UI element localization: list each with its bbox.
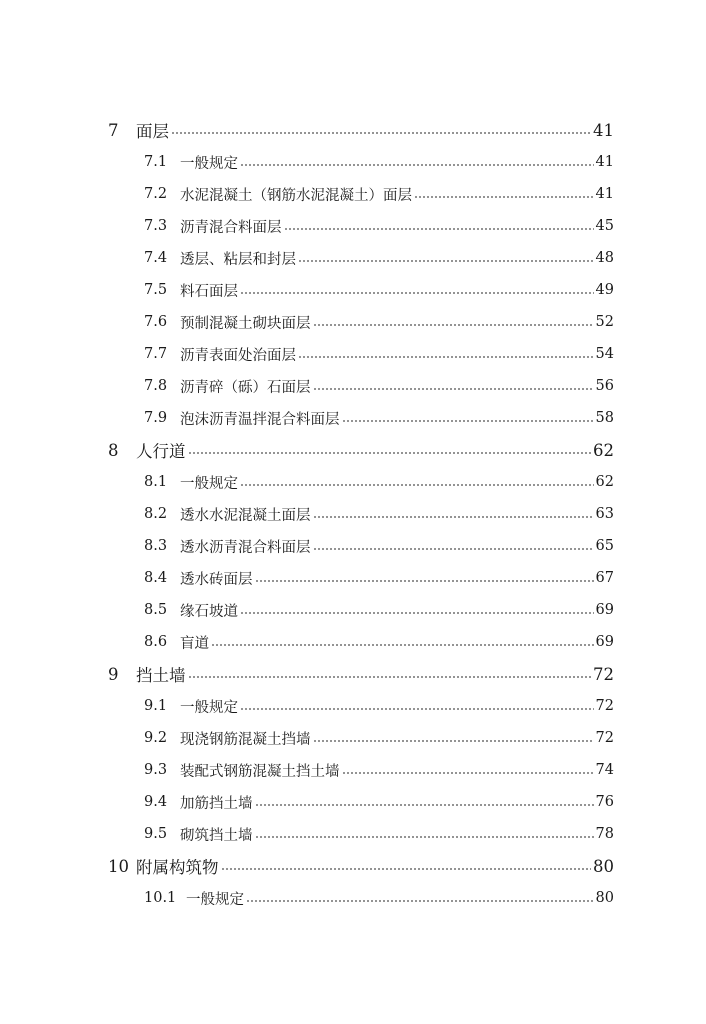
toc-entry-title: 装配式钢筋混凝土挡土墙: [180, 763, 340, 780]
dot-leader: [240, 612, 594, 614]
toc-entry-number: 9.1: [144, 698, 168, 714]
toc-section-entry[interactable]: [108, 274, 614, 306]
dot-leader: [313, 324, 594, 326]
toc-entry-page-number: 62: [593, 440, 614, 460]
toc-entry-title: 现浇钢筋混凝土挡墙: [180, 731, 311, 748]
toc-entry-number: 9: [108, 664, 119, 684]
toc-entry-title: 水泥混凝土（钢筋水泥混凝土）面层: [180, 187, 412, 204]
toc-entry-title: 透水沥青混合料面层: [180, 539, 311, 556]
toc-entry-page-number: 76: [595, 794, 614, 810]
toc-entry-page-number: 48: [595, 250, 614, 266]
toc-section-entry[interactable]: [108, 178, 614, 210]
toc-entry-page-number: 41: [595, 186, 614, 202]
dot-leader: [211, 644, 594, 646]
toc-section-entry[interactable]: [108, 338, 614, 370]
toc-entry-page-number: 67: [595, 570, 614, 586]
toc-section-entry[interactable]: [108, 242, 614, 274]
toc-entry-number: 9.4: [144, 794, 168, 810]
dot-leader: [171, 132, 591, 134]
dot-leader: [240, 292, 594, 294]
toc-entry-title: 面层: [136, 122, 169, 141]
toc-entry-number: 7: [108, 120, 119, 140]
toc-entry-number: 7.9: [144, 410, 168, 426]
toc-entry-number: 8.5: [144, 602, 168, 618]
toc-entry-page-number: 69: [595, 602, 614, 618]
dot-leader: [240, 164, 594, 166]
toc-entry-number: 10: [108, 856, 129, 876]
toc-section-entry[interactable]: [108, 498, 614, 530]
toc-entry-number: 8.1: [144, 474, 168, 490]
dot-leader: [284, 228, 594, 230]
toc-entry-title: 料石面层: [180, 283, 238, 300]
toc-entry-page-number: 69: [595, 634, 614, 650]
toc-entry-number: 8.3: [144, 538, 168, 554]
toc-entry-number: 8.6: [144, 634, 168, 650]
toc-entry-number: 7.8: [144, 378, 168, 394]
toc-entry-number: 7.6: [144, 314, 168, 330]
toc-entry-title: 透水水泥混凝土面层: [180, 507, 311, 524]
toc-entry-title: 缘石坡道: [180, 603, 238, 620]
toc-entry-title: 砌筑挡土墙: [180, 827, 253, 844]
toc-entry-number: 7.7: [144, 346, 168, 362]
toc-entry-page-number: 45: [595, 218, 614, 234]
dot-leader: [188, 452, 592, 454]
toc-section-entry[interactable]: [108, 466, 614, 498]
dot-leader: [342, 772, 594, 774]
toc-section-entry[interactable]: [108, 626, 614, 658]
dot-leader: [240, 484, 594, 486]
toc-chapter-entry[interactable]: [108, 434, 614, 466]
toc-entry-page-number: 74: [595, 762, 614, 778]
dot-leader: [313, 516, 594, 518]
toc-entry-title: 挡土墙: [136, 666, 186, 685]
toc-entry-number: 9.5: [144, 826, 168, 842]
toc-entry-number: 8.4: [144, 570, 168, 586]
toc-entry-title: 附属构筑物: [136, 858, 219, 877]
toc-section-entry[interactable]: [108, 594, 614, 626]
toc-section-entry[interactable]: [108, 146, 614, 178]
toc-entry-title: 沥青碎（砾）石面层: [180, 379, 311, 396]
toc-chapter-entry[interactable]: [108, 114, 614, 146]
toc-entry-page-number: 80: [593, 856, 614, 876]
toc-entry-page-number: 41: [595, 154, 614, 170]
dot-leader: [246, 900, 594, 902]
dot-leader: [342, 420, 594, 422]
toc-entry-page-number: 72: [595, 730, 614, 746]
dot-leader: [298, 356, 594, 358]
dot-leader: [313, 388, 594, 390]
toc-entry-number: 10.1: [144, 890, 177, 906]
toc-entry-title: 一般规定: [180, 475, 238, 492]
toc-entry-title: 泡沫沥青温拌混合料面层: [180, 411, 340, 428]
toc-section-entry[interactable]: [108, 818, 614, 850]
toc-entry-page-number: 80: [595, 890, 614, 906]
toc-chapter-entry[interactable]: [108, 850, 614, 882]
toc-section-entry[interactable]: [108, 722, 614, 754]
toc-section-entry[interactable]: [108, 882, 614, 914]
toc-entry-page-number: 52: [595, 314, 614, 330]
toc-entry-title: 加筋挡土墙: [180, 795, 253, 812]
toc-section-entry[interactable]: [108, 690, 614, 722]
toc-section-entry[interactable]: [108, 786, 614, 818]
toc-entry-page-number: 63: [595, 506, 614, 522]
toc-section-entry[interactable]: [108, 306, 614, 338]
dot-leader: [414, 196, 594, 198]
toc-entry-title: 一般规定: [180, 699, 238, 716]
toc-section-entry[interactable]: [108, 530, 614, 562]
toc-entry-number: 7.5: [144, 282, 168, 298]
toc-entry-page-number: 72: [595, 698, 614, 714]
toc-entry-title: 一般规定: [180, 155, 238, 172]
table-of-contents: [108, 114, 614, 914]
toc-entry-page-number: 41: [593, 120, 614, 140]
dot-leader: [188, 676, 592, 678]
toc-chapter-entry[interactable]: [108, 658, 614, 690]
toc-entry-number: 9.3: [144, 762, 168, 778]
toc-entry-number: 7.3: [144, 218, 168, 234]
toc-entry-page-number: 56: [595, 378, 614, 394]
toc-entry-page-number: 58: [595, 410, 614, 426]
toc-section-entry[interactable]: [108, 370, 614, 402]
toc-entry-title: 沥青表面处治面层: [180, 347, 296, 364]
toc-entry-title: 沥青混合料面层: [180, 219, 282, 236]
toc-entry-title: 一般规定: [186, 891, 244, 908]
toc-entry-number: 9.2: [144, 730, 168, 746]
toc-entry-title: 透水砖面层: [180, 571, 253, 588]
toc-entry-number: 7.4: [144, 250, 168, 266]
toc-entry-number: 7.1: [144, 154, 168, 170]
toc-section-entry[interactable]: [108, 562, 614, 594]
toc-entry-page-number: 54: [595, 346, 614, 362]
toc-entry-page-number: 78: [595, 826, 614, 842]
toc-entry-title: 透层、粘层和封层: [180, 251, 296, 268]
dot-leader: [255, 580, 594, 582]
dot-leader: [255, 804, 594, 806]
toc-entry-title: 盲道: [180, 635, 209, 652]
toc-section-entry[interactable]: [108, 754, 614, 786]
toc-entry-title: 人行道: [136, 442, 186, 461]
toc-section-entry[interactable]: [108, 402, 614, 434]
toc-entry-number: 7.2: [144, 186, 168, 202]
dot-leader: [240, 708, 594, 710]
dot-leader: [255, 836, 594, 838]
dot-leader: [313, 548, 594, 550]
toc-entry-page-number: 49: [595, 282, 614, 298]
toc-entry-page-number: 62: [595, 474, 614, 490]
dot-leader: [298, 260, 594, 262]
dot-leader: [313, 740, 594, 742]
dot-leader: [221, 868, 592, 870]
toc-entry-page-number: 65: [595, 538, 614, 554]
toc-entry-title: 预制混凝土砌块面层: [180, 315, 311, 332]
toc-section-entry[interactable]: [108, 210, 614, 242]
toc-entry-number: 8: [108, 440, 119, 460]
toc-entry-page-number: 72: [593, 664, 614, 684]
toc-entry-number: 8.2: [144, 506, 168, 522]
